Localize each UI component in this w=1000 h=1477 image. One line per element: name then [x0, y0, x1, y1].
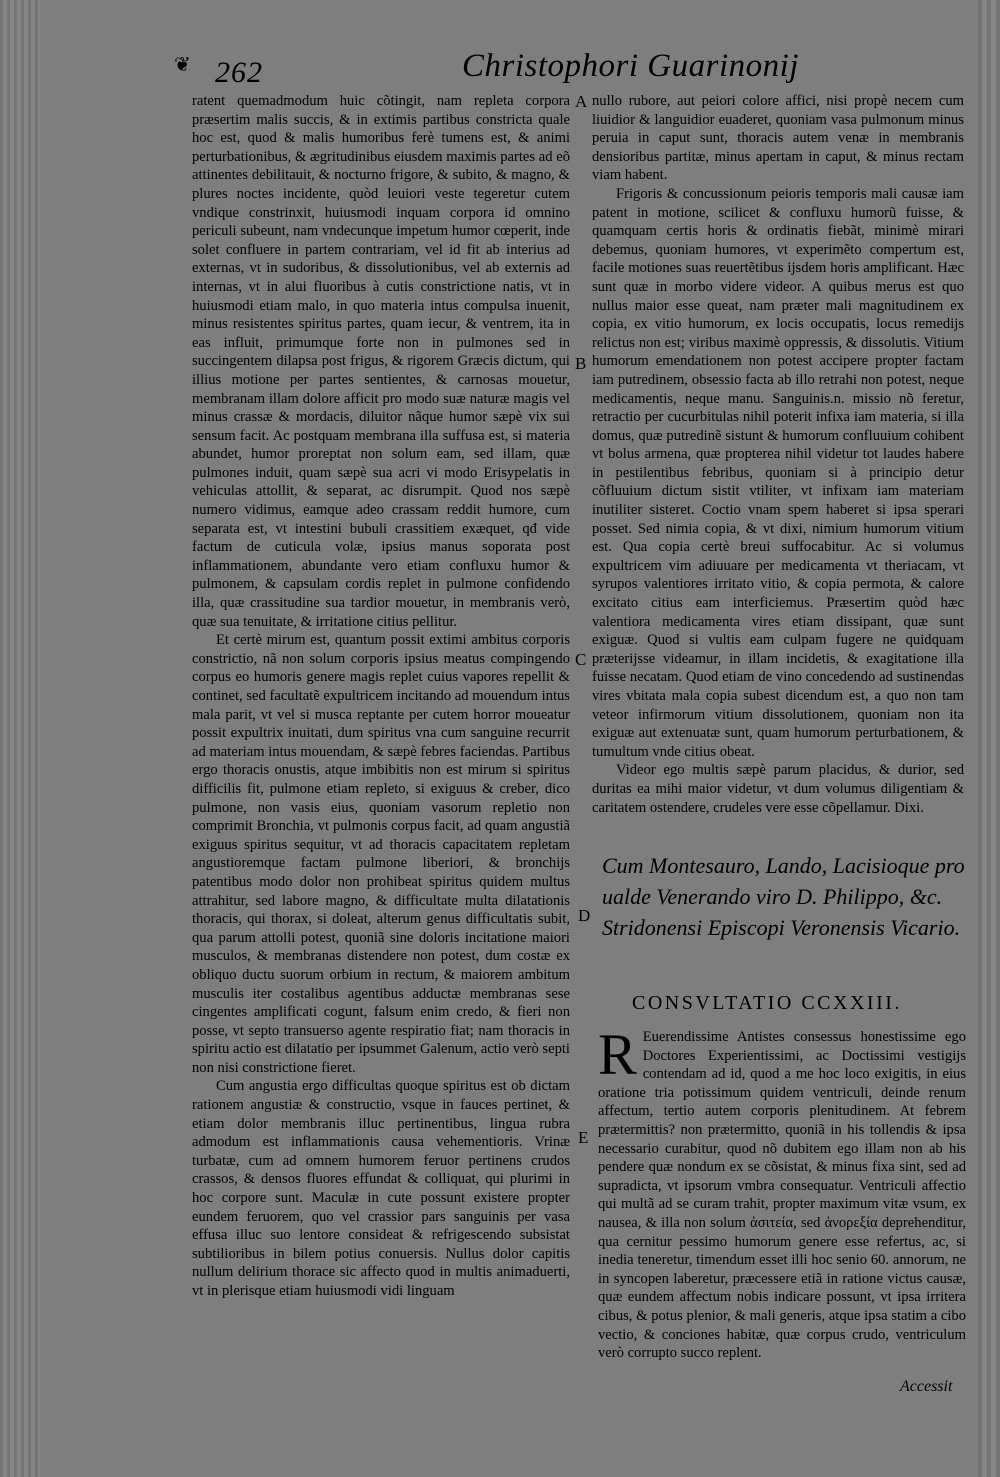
running-title: Christophori Guarinonij — [462, 48, 799, 84]
dedication-heading: Cum Montesauro, Lando, Lacisioque pro ualde Venerando viro D. Philippo, &c. Stridonensi Episcopi Veronensis Vicario. — [602, 853, 965, 940]
margin-letter-e: E — [578, 1128, 589, 1147]
dropcap-letter: R — [598, 1022, 637, 1087]
page-edge-shadow — [978, 0, 1000, 1477]
margin-letter-d: D — [578, 906, 591, 925]
consultation-body — [598, 1022, 966, 1363]
right-paragraph: Frigoris & concussionum peioris temporis mali causæ iam patent in motione, scilicet & confluxu humorũ fuisse, & quamquam certis horis & ordinatis fiebãt, minimè mirari debemus, quoniam humores, vt experimẽto compertum est, facile motiones suas reuertẽtibus ijsdem horis amplificant. Hæc sunt quæ in morbo videre videor. A quibus merus est quo nullus maior esse queat, nam præter mali magnitudinem ex copia, ex vitio humorum, ex locis occupatis, locus remedijs relictus non est; viribus maximè oppressis, & dissolutis. Vitium humorum emendationem non potest accipere propter factam iam putredinem, obsessio facta ab illo retrahi non potest, neque medicamentis, neque manu. Sanguinis.n. missio nõ feretur, retractio per cucurbitulas nihil poterit infixa iam materia, si illa domus, quæ putredinẽ sistunt & humorum confluuium cohibent vt bolus armena, quæ propterea nihil videtur tot laudes habere in pestilentibus febribus, quoniam si à principio detur cõfluuium dictum sistit vtiliter, vt infixam iam materiam inutiliter sisteret. Coctio vnam spem haberet si ipsa sperari posset. Sed nimia copia, & vt dixi, nimium humorum vitium est. Qua copia certè breui suffocabitur. Ac si volumus expultricem vim adiuuare per medicamenta vt theriacam, vt syrupos valentiores irritato vitio, & copia permota, & calore excitato citius eam interficiemus. Præsertim quòd hæc valentiora medicamenta vires etiam dissipant, quæ sunt exiguæ. Quod si vultis eam culpam fugere ne quidquam præterijsse videamur, in illam incidetis, & exagitatione illa fuisse necatam. Quod etiam de vino concedendo ad sustinendas vires vbitata mala copia subest dicendum est, a quo non tam veteor infirmorum vitium dissolutionem, quoniam non ita exiguæ aut extenuatæ sunt, quam humorum perturbationem, & tumultum vnde citius obeat. — [592, 185, 964, 760]
margin-letter-b: B — [575, 354, 587, 373]
margin-letter-a: A — [575, 92, 588, 111]
consultation-text: Euerendissime Antistes consessus honestissime ego Doctores Experientissimi, ac Doctissimi vestigijs contendam ad id, quod a me hoc loco exigitis, in eius oratione tria potissimum quidem ventriculi, deinde renum affectum, tertio autem corporis plenitudinem. At febrem prætermittis? non prætermitto, quoniã in his tollendis & ipsa necessario curabitur, quod nõ dubitem ego illam non ab his pendere quæ nondum ex se cõsistat, & minus fixa sint, sed ad supradicta, vt ipsorum vmbra consequatur. Ventriculi affectio qui multã ad se curam trahit, propter maximum vitæ vsum, ex nausea, & illa non solum ἀσιτεία, sed ἀνορεξία deprehenditur, qua cernitur pessimo humorum genere esse refertus, ac, si inedia teneretur, timendum esset illi hoc senio 60. annorum, ne in syncopen laberetur, præcessere etiã in ratione victus causæ, quæ eundem affectum nobis indicare possunt, vt ipsa irritera cibus, & potus plenior, & mali generis, atque ipsa statim a cibo vectio, & conciones habitæ, quæ corpus crudo, ventriculum verò corrupto succo replent. — [598, 1029, 966, 1362]
margin-letter-c: C — [575, 650, 587, 669]
left-paragraph: Cum angustia ergo difficultas quoque spiritus est ob dictam rationem angustiæ & constructio, vsque in fauces pertinet, & etiam dolor membranis illuc pertinentibus, lingua rubra admodum est inflammationis causa vehementioris. Vrinæ turbatæ, cum ad omnem humorem feruor pertinens crudos crassos, & densos fluores effundat & colliquat, qui plurimi in hoc corpore sunt. Maculæ in cute possunt existere propter eundem feruorem, quo vel crassior pars sanguinis per vasa effusa illuc suo lentore consideat & refrigescendo subsistat subtilioribus in bilem potius conuersis. Nullus dolor capitis nullum delirium thorace sic affecto quod in multis animaduerti, vt in plerisque etiam huiusmodi vidi linguam — [192, 1078, 570, 1299]
consultation-title: CONSVLTATIO CCXXIII. — [632, 992, 902, 1014]
left-paragraph: ratent quemadmodum huic cõtingit, nam repleta corpora præsertim malis succis, & in extimis partibus constricta quale hoc est, quod & malis humoribus ferè tumens est, & animi perturbationibus, & ægritudinibus eiusdem maximis partes ad eõ attinentes debilitauit, & nocturno frigore, & subito, & magno, & plures noctes incidente, quòd leuiori veste tegeretur cutem vndique constrinxit, huiusmodi inquam corpora id omnino periculi subeunt, nam vndecunque impetum humor cœperit, inde solet confluere in partem contrariam, vel id fit ab interius ad externas, vt in sudoribus, & dissolutionibus, vel ab externis ad internas, vt in alui fluoribus à cutis constrictione natis, vt in huiusmodi etiam malo, in quo materia intus compulsa inuenit, minus resistentes spiritus partes, quam iecur, & ventrem, ita in eas influit, primumque forte non in pulmones sed in succingentem dilapsa post frigus, & rigorem Græcis dictum, qui illius motione per partes sentientes, & carnosas mouetur, membranam illam dolore afficit pro modo suæ naturæ magis vel minus crassæ & mordacis, diluitor nãque humor sæpè vix sui sensum facit. Ac postquam membrana illa suffusa est, si materia abundet, humor proreptat non solum eam, sed illam, quæ pulmones induit, quam sæpè sua acri vi modo Erisypelatis in vehiculas attollit, & separat, ac disrumpit. Quod nos sæpè numero vidimus, eamque adeo crassam reddit humore, cum separata est, vt intestini bubuli crassitiem exæquet, qđ vide factum de cuticula volæ, ipsius manus soporata post inflammationem, abundante vero etiam confluxu humor & pulmonem, & capsulam cordis replet in pulmone confidendo illa, quæ crassitudine sua tardior mouetur, in membranis verò, quæ sua tenuitate, & irritatione citius pellitur. — [192, 93, 570, 630]
page-gutter-shadow — [0, 0, 40, 1477]
left-paragraph: Et certè mirum est, quantum possit extimi ambitus corporis constrictio, nã non solum corporis ipsius meatus compingendo corpus eo humoris genere magis replet cuius vapores repellit & continet, sed facultatẽ expultricem incitando ad mouendum intus mala parit, vt vel si musca reptante per cutem horror moueatur possit expultrix inuitati, dum spiritus vna cum sanguine recurrit ad materiam intus mouendam, & sæpè febres faciendas. Partibus ergo thoracis onustis, atque imbibitis non est mirum si spiritus difficilis fit, pulmone etiam repleto, si exiguus & creber, dico pulmone, non vasis eius, quoniam vasorum repletio non comprimit Bronchia, vt pulmonis corpus facit, ad quam angustiã exiguus spiritus sequitur, vt ad thoracis capacitatem repletam angustioremque factam pulmone liberiori, & bronchijs patentibus modo dolor non prohibeat spiritus quidem multus attrahitur, sed labore magno, & difficultate multa dilatationis thoracis, qui thorax, si doleat, alterum genus difficultatis subit, qua parum attolli potest, quoniã sine doloris incitatione maiori musculos, & membranas distendere non potest, dum costæ ex obliquo ductu suorum orbium in rectum, & maiorem ambitum musculis iter costalibus agentibus adductæ membranas sese cingentes amplificati cogunt, falsum enim credo, & fieri non posse, vt septo transuerso agente respiratio fiat; nam thoracis in spiritu actio est dilatatio per ipsummet Galenum, actio verò septi non nisi constrictione fieret. — [192, 632, 570, 1076]
left-text-column — [192, 92, 570, 1301]
page-number: 262 — [215, 56, 263, 89]
printer-ornament: ❦ — [174, 54, 191, 76]
catchword: Accessit — [900, 1378, 953, 1395]
right-paragraph: Videor ego multis sæpè parum placidus, & durior, sed duritas ea mihi maior videtur, vt dum volumus diligentiam & caritatem ostendere, crudeles vere esse cõpellamur. Dixi. — [592, 762, 964, 816]
right-paragraph: nullo rubore, aut peiori colore affici, nisi propè necem cum liuidior & languidior euaderet, quoniam vasa pulmonum minus peruia in caput sunt, thoracis autem venæ in membranis densioribus partitæ, minus apertam in caput, & minus rectam viam habent. — [592, 93, 964, 184]
right-text-column — [592, 92, 964, 817]
